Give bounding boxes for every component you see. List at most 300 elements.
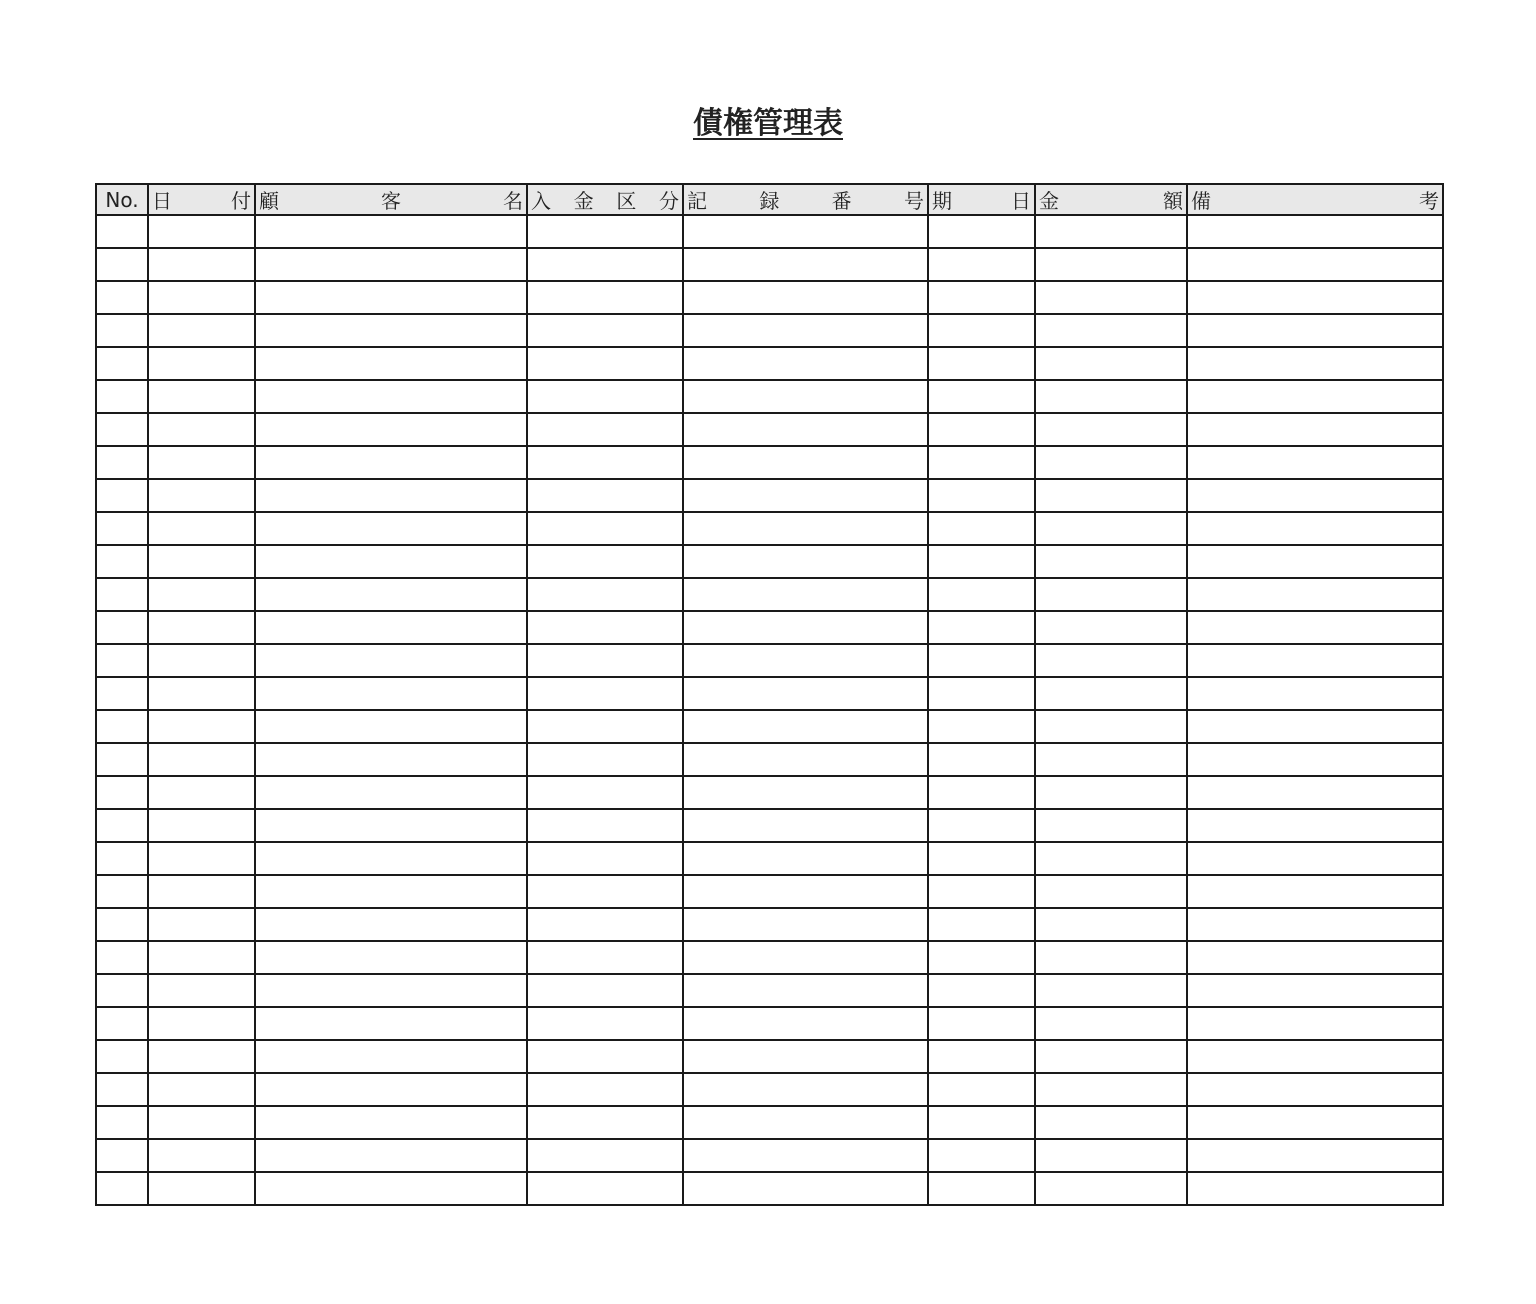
cell-remarks[interactable] [1187,578,1443,611]
cell-record-number[interactable] [683,215,928,248]
cell-payment-type[interactable] [527,347,683,380]
cell-date[interactable] [148,1106,255,1139]
cell-due-date[interactable] [928,974,1035,1007]
cell-amount[interactable] [1035,677,1187,710]
cell-customer[interactable] [255,314,527,347]
cell-no[interactable] [96,1139,148,1172]
cell-payment-type[interactable] [527,908,683,941]
cell-remarks[interactable] [1187,248,1443,281]
cell-no[interactable] [96,908,148,941]
cell-record-number[interactable] [683,578,928,611]
cell-customer[interactable] [255,446,527,479]
column-header-label [687,185,924,214]
cell-due-date[interactable] [928,941,1035,974]
cell-customer[interactable] [255,281,527,314]
table-row [96,314,1443,347]
cell-date[interactable] [148,1172,255,1205]
column-header-label [932,185,1031,214]
cell-due-date[interactable] [928,446,1035,479]
cell-due-date[interactable] [928,1139,1035,1172]
cell-no[interactable] [96,215,148,248]
cell-remarks[interactable] [1187,809,1443,842]
table-body [96,215,1443,1205]
table-row [96,380,1443,413]
cell-remarks[interactable] [1187,1106,1443,1139]
column-header-char: 客 [381,189,401,213]
cell-payment-type[interactable] [527,215,683,248]
cell-payment-type[interactable] [527,413,683,446]
table-row [96,479,1443,512]
cell-remarks[interactable] [1187,875,1443,908]
cell-payment-type[interactable] [527,1073,683,1106]
cell-payment-type[interactable] [527,446,683,479]
cell-amount[interactable] [1035,776,1187,809]
cell-payment-type[interactable] [527,611,683,644]
column-header-due-date [928,184,1035,215]
cell-record-number[interactable] [683,776,928,809]
cell-record-number[interactable] [683,842,928,875]
cell-amount[interactable] [1035,512,1187,545]
cell-remarks[interactable] [1187,1172,1443,1205]
cell-payment-type[interactable] [527,941,683,974]
cell-payment-type[interactable] [527,545,683,578]
column-header-label [100,188,144,212]
cell-no[interactable] [96,776,148,809]
column-header-label [259,185,523,214]
cell-due-date[interactable] [928,908,1035,941]
cell-payment-type[interactable] [527,842,683,875]
column-header-char: No. [105,187,139,212]
cell-payment-type[interactable] [527,710,683,743]
column-header-char: 額 [1163,189,1183,213]
cell-date[interactable] [148,314,255,347]
cell-date[interactable] [148,677,255,710]
cell-amount[interactable] [1035,974,1187,1007]
table-row [96,809,1443,842]
cell-record-number[interactable] [683,1106,928,1139]
cell-amount[interactable] [1035,1106,1187,1139]
cell-date[interactable] [148,842,255,875]
table-row [96,512,1443,545]
cell-customer[interactable] [255,644,527,677]
column-header-label [152,185,251,214]
cell-remarks[interactable] [1187,1139,1443,1172]
cell-payment-type[interactable] [527,1007,683,1040]
cell-record-number[interactable] [683,446,928,479]
cell-date[interactable] [148,281,255,314]
cell-no[interactable] [96,314,148,347]
cell-customer[interactable] [255,380,527,413]
cell-amount[interactable] [1035,644,1187,677]
table-row [96,875,1443,908]
cell-customer[interactable] [255,1106,527,1139]
cell-payment-type[interactable] [527,1139,683,1172]
cell-date[interactable] [148,215,255,248]
cell-due-date[interactable] [928,314,1035,347]
cell-customer[interactable] [255,677,527,710]
cell-no[interactable] [96,611,148,644]
cell-due-date[interactable] [928,578,1035,611]
cell-due-date[interactable] [928,611,1035,644]
cell-amount[interactable] [1035,1172,1187,1205]
cell-payment-type[interactable] [527,512,683,545]
cell-due-date[interactable] [928,281,1035,314]
cell-no[interactable] [96,1007,148,1040]
cell-record-number[interactable] [683,1073,928,1106]
cell-payment-type[interactable] [527,1106,683,1139]
cell-record-number[interactable] [683,347,928,380]
column-header-label [531,185,679,214]
cell-no[interactable] [96,578,148,611]
cell-due-date[interactable] [928,710,1035,743]
cell-record-number[interactable] [683,974,928,1007]
cell-remarks[interactable] [1187,644,1443,677]
cell-remarks[interactable] [1187,479,1443,512]
cell-due-date[interactable] [928,1073,1035,1106]
cell-date[interactable] [148,1073,255,1106]
cell-remarks[interactable] [1187,380,1443,413]
cell-date[interactable] [148,545,255,578]
cell-record-number[interactable] [683,941,928,974]
column-header-char: 記 [687,189,707,213]
cell-customer[interactable] [255,215,527,248]
cell-no[interactable] [96,446,148,479]
cell-no[interactable] [96,347,148,380]
column-header-char: 分 [658,189,679,213]
cell-record-number[interactable] [683,875,928,908]
cell-date[interactable] [148,479,255,512]
column-header-customer [255,184,527,215]
cell-remarks[interactable] [1187,215,1443,248]
table-row [96,1139,1443,1172]
cell-remarks[interactable] [1187,842,1443,875]
cell-remarks[interactable] [1187,776,1443,809]
cell-record-number[interactable] [683,380,928,413]
cell-payment-type[interactable] [527,875,683,908]
cell-date[interactable] [148,776,255,809]
cell-record-number[interactable] [683,281,928,314]
cell-amount[interactable] [1035,710,1187,743]
cell-due-date[interactable] [928,248,1035,281]
cell-amount[interactable] [1035,842,1187,875]
cell-date[interactable] [148,248,255,281]
cell-date[interactable] [148,413,255,446]
cell-payment-type[interactable] [527,380,683,413]
cell-due-date[interactable] [928,1106,1035,1139]
cell-amount[interactable] [1035,1073,1187,1106]
cell-amount[interactable] [1035,479,1187,512]
cell-customer[interactable] [255,611,527,644]
cell-no[interactable] [96,512,148,545]
cell-due-date[interactable] [928,512,1035,545]
cell-customer[interactable] [255,710,527,743]
cell-no[interactable] [96,677,148,710]
cell-record-number[interactable] [683,1040,928,1073]
cell-record-number[interactable] [683,644,928,677]
table-row [96,776,1443,809]
cell-due-date[interactable] [928,1172,1035,1205]
column-header-char: 期 [932,189,952,213]
cell-remarks[interactable] [1187,941,1443,974]
column-header-char: 入 [531,189,551,213]
cell-record-number[interactable] [683,611,928,644]
cell-amount[interactable] [1035,908,1187,941]
cell-remarks[interactable] [1187,347,1443,380]
cell-no[interactable] [96,1106,148,1139]
cell-due-date[interactable] [928,1040,1035,1073]
cell-record-number[interactable] [683,1007,928,1040]
cell-customer[interactable] [255,1073,527,1106]
cell-payment-type[interactable] [527,578,683,611]
cell-amount[interactable] [1035,578,1187,611]
cell-no[interactable] [96,974,148,1007]
cell-amount[interactable] [1035,875,1187,908]
cell-amount[interactable] [1035,1139,1187,1172]
receivables-table [95,183,1444,1206]
table-row [96,281,1443,314]
cell-amount[interactable] [1035,1007,1187,1040]
table-row [96,743,1443,776]
cell-remarks[interactable] [1187,314,1443,347]
cell-remarks[interactable] [1187,710,1443,743]
column-header-char: 顧 [259,189,279,213]
cell-no[interactable] [96,281,148,314]
table-row [96,941,1443,974]
cell-due-date[interactable] [928,677,1035,710]
cell-record-number[interactable] [683,314,928,347]
column-header-char: 名 [503,189,523,213]
cell-customer[interactable] [255,512,527,545]
cell-date[interactable] [148,1040,255,1073]
cell-date[interactable] [148,380,255,413]
column-header-remarks [1187,184,1443,215]
cell-customer[interactable] [255,974,527,1007]
cell-payment-type[interactable] [527,281,683,314]
cell-remarks[interactable] [1187,281,1443,314]
cell-payment-type[interactable] [527,743,683,776]
column-header-char: 録 [759,189,780,213]
cell-payment-type[interactable] [527,314,683,347]
cell-remarks[interactable] [1187,974,1443,1007]
cell-record-number[interactable] [683,743,928,776]
column-header-char: 号 [903,189,924,213]
cell-no[interactable] [96,710,148,743]
cell-amount[interactable] [1035,446,1187,479]
cell-amount[interactable] [1035,941,1187,974]
column-header-record-number [683,184,928,215]
cell-customer[interactable] [255,479,527,512]
cell-customer[interactable] [255,743,527,776]
cell-remarks[interactable] [1187,512,1443,545]
cell-customer[interactable] [255,809,527,842]
cell-no[interactable] [96,1040,148,1073]
cell-remarks[interactable] [1187,413,1443,446]
table-row [96,1073,1443,1106]
column-header-char: 日 [1011,189,1031,213]
cell-due-date[interactable] [928,809,1035,842]
table-row [96,545,1443,578]
cell-no[interactable] [96,743,148,776]
cell-date[interactable] [148,908,255,941]
cell-customer[interactable] [255,842,527,875]
table-row [96,248,1443,281]
cell-due-date[interactable] [928,1007,1035,1040]
cell-remarks[interactable] [1187,677,1443,710]
cell-customer[interactable] [255,1172,527,1205]
column-header-char: 備 [1191,189,1211,213]
table-header [96,184,1443,215]
cell-payment-type[interactable] [527,677,683,710]
cell-customer[interactable] [255,941,527,974]
page-title [0,102,1536,146]
column-header-char: 区 [616,189,637,213]
cell-amount[interactable] [1035,611,1187,644]
cell-remarks[interactable] [1187,908,1443,941]
cell-record-number[interactable] [683,545,928,578]
table-row [96,413,1443,446]
cell-record-number[interactable] [683,1139,928,1172]
cell-customer[interactable] [255,1007,527,1040]
cell-due-date[interactable] [928,875,1035,908]
cell-date[interactable] [148,578,255,611]
cell-no[interactable] [96,479,148,512]
column-header-label [1039,185,1183,214]
cell-date[interactable] [148,974,255,1007]
cell-payment-type[interactable] [527,248,683,281]
cell-remarks[interactable] [1187,1007,1443,1040]
column-header-date [148,184,255,215]
cell-payment-type[interactable] [527,974,683,1007]
cell-customer[interactable] [255,776,527,809]
cell-no[interactable] [96,1172,148,1205]
table-row [96,974,1443,1007]
cell-remarks[interactable] [1187,545,1443,578]
cell-date[interactable] [148,875,255,908]
cell-amount[interactable] [1035,743,1187,776]
cell-record-number[interactable] [683,677,928,710]
column-header-char: 考 [1419,189,1439,213]
cell-date[interactable] [148,941,255,974]
cell-record-number[interactable] [683,512,928,545]
cell-due-date[interactable] [928,215,1035,248]
cell-due-date[interactable] [928,842,1035,875]
cell-due-date[interactable] [928,413,1035,446]
cell-date[interactable] [148,809,255,842]
cell-no[interactable] [96,380,148,413]
cell-date[interactable] [148,743,255,776]
cell-customer[interactable] [255,413,527,446]
cell-no[interactable] [96,248,148,281]
cell-remarks[interactable] [1187,1040,1443,1073]
cell-amount[interactable] [1035,380,1187,413]
table-row [96,710,1443,743]
column-header-char: 金 [573,189,594,213]
table-row [96,677,1443,710]
cell-amount[interactable] [1035,314,1187,347]
cell-due-date[interactable] [928,479,1035,512]
cell-amount[interactable] [1035,347,1187,380]
cell-payment-type[interactable] [527,644,683,677]
cell-no[interactable] [96,842,148,875]
cell-date[interactable] [148,710,255,743]
cell-no[interactable] [96,413,148,446]
cell-payment-type[interactable] [527,479,683,512]
cell-date[interactable] [148,644,255,677]
cell-date[interactable] [148,512,255,545]
cell-amount[interactable] [1035,545,1187,578]
cell-due-date[interactable] [928,644,1035,677]
cell-due-date[interactable] [928,380,1035,413]
column-header-amount [1035,184,1187,215]
cell-payment-type[interactable] [527,776,683,809]
cell-due-date[interactable] [928,347,1035,380]
cell-amount[interactable] [1035,809,1187,842]
cell-payment-type[interactable] [527,1040,683,1073]
cell-remarks[interactable] [1187,743,1443,776]
cell-record-number[interactable] [683,908,928,941]
cell-record-number[interactable] [683,248,928,281]
cell-amount[interactable] [1035,215,1187,248]
cell-amount[interactable] [1035,281,1187,314]
cell-no[interactable] [96,1073,148,1106]
cell-customer[interactable] [255,1139,527,1172]
page-title-text: 債権管理表 [693,106,843,141]
cell-record-number[interactable] [683,413,928,446]
cell-amount[interactable] [1035,413,1187,446]
cell-no[interactable] [96,644,148,677]
cell-record-number[interactable] [683,710,928,743]
cell-due-date[interactable] [928,743,1035,776]
table-row [96,842,1443,875]
cell-remarks[interactable] [1187,1073,1443,1106]
table-row [96,1007,1443,1040]
cell-payment-type[interactable] [527,809,683,842]
cell-date[interactable] [148,1139,255,1172]
cell-customer[interactable] [255,1040,527,1073]
cell-due-date[interactable] [928,776,1035,809]
cell-due-date[interactable] [928,545,1035,578]
cell-record-number[interactable] [683,1172,928,1205]
column-header-no [96,184,148,215]
cell-customer[interactable] [255,908,527,941]
cell-no[interactable] [96,809,148,842]
cell-date[interactable] [148,611,255,644]
cell-payment-type[interactable] [527,1172,683,1205]
cell-record-number[interactable] [683,809,928,842]
cell-date[interactable] [148,347,255,380]
table-row [96,908,1443,941]
cell-customer[interactable] [255,248,527,281]
table-row [96,644,1443,677]
cell-no[interactable] [96,941,148,974]
table-row [96,215,1443,248]
column-header-label [1191,185,1439,214]
table-row [96,1172,1443,1205]
cell-no[interactable] [96,545,148,578]
cell-amount[interactable] [1035,1040,1187,1073]
cell-remarks[interactable] [1187,611,1443,644]
cell-amount[interactable] [1035,248,1187,281]
cell-date[interactable] [148,1007,255,1040]
cell-no[interactable] [96,875,148,908]
cell-date[interactable] [148,446,255,479]
cell-customer[interactable] [255,578,527,611]
cell-customer[interactable] [255,875,527,908]
cell-remarks[interactable] [1187,446,1443,479]
cell-customer[interactable] [255,347,527,380]
cell-record-number[interactable] [683,479,928,512]
cell-customer[interactable] [255,545,527,578]
